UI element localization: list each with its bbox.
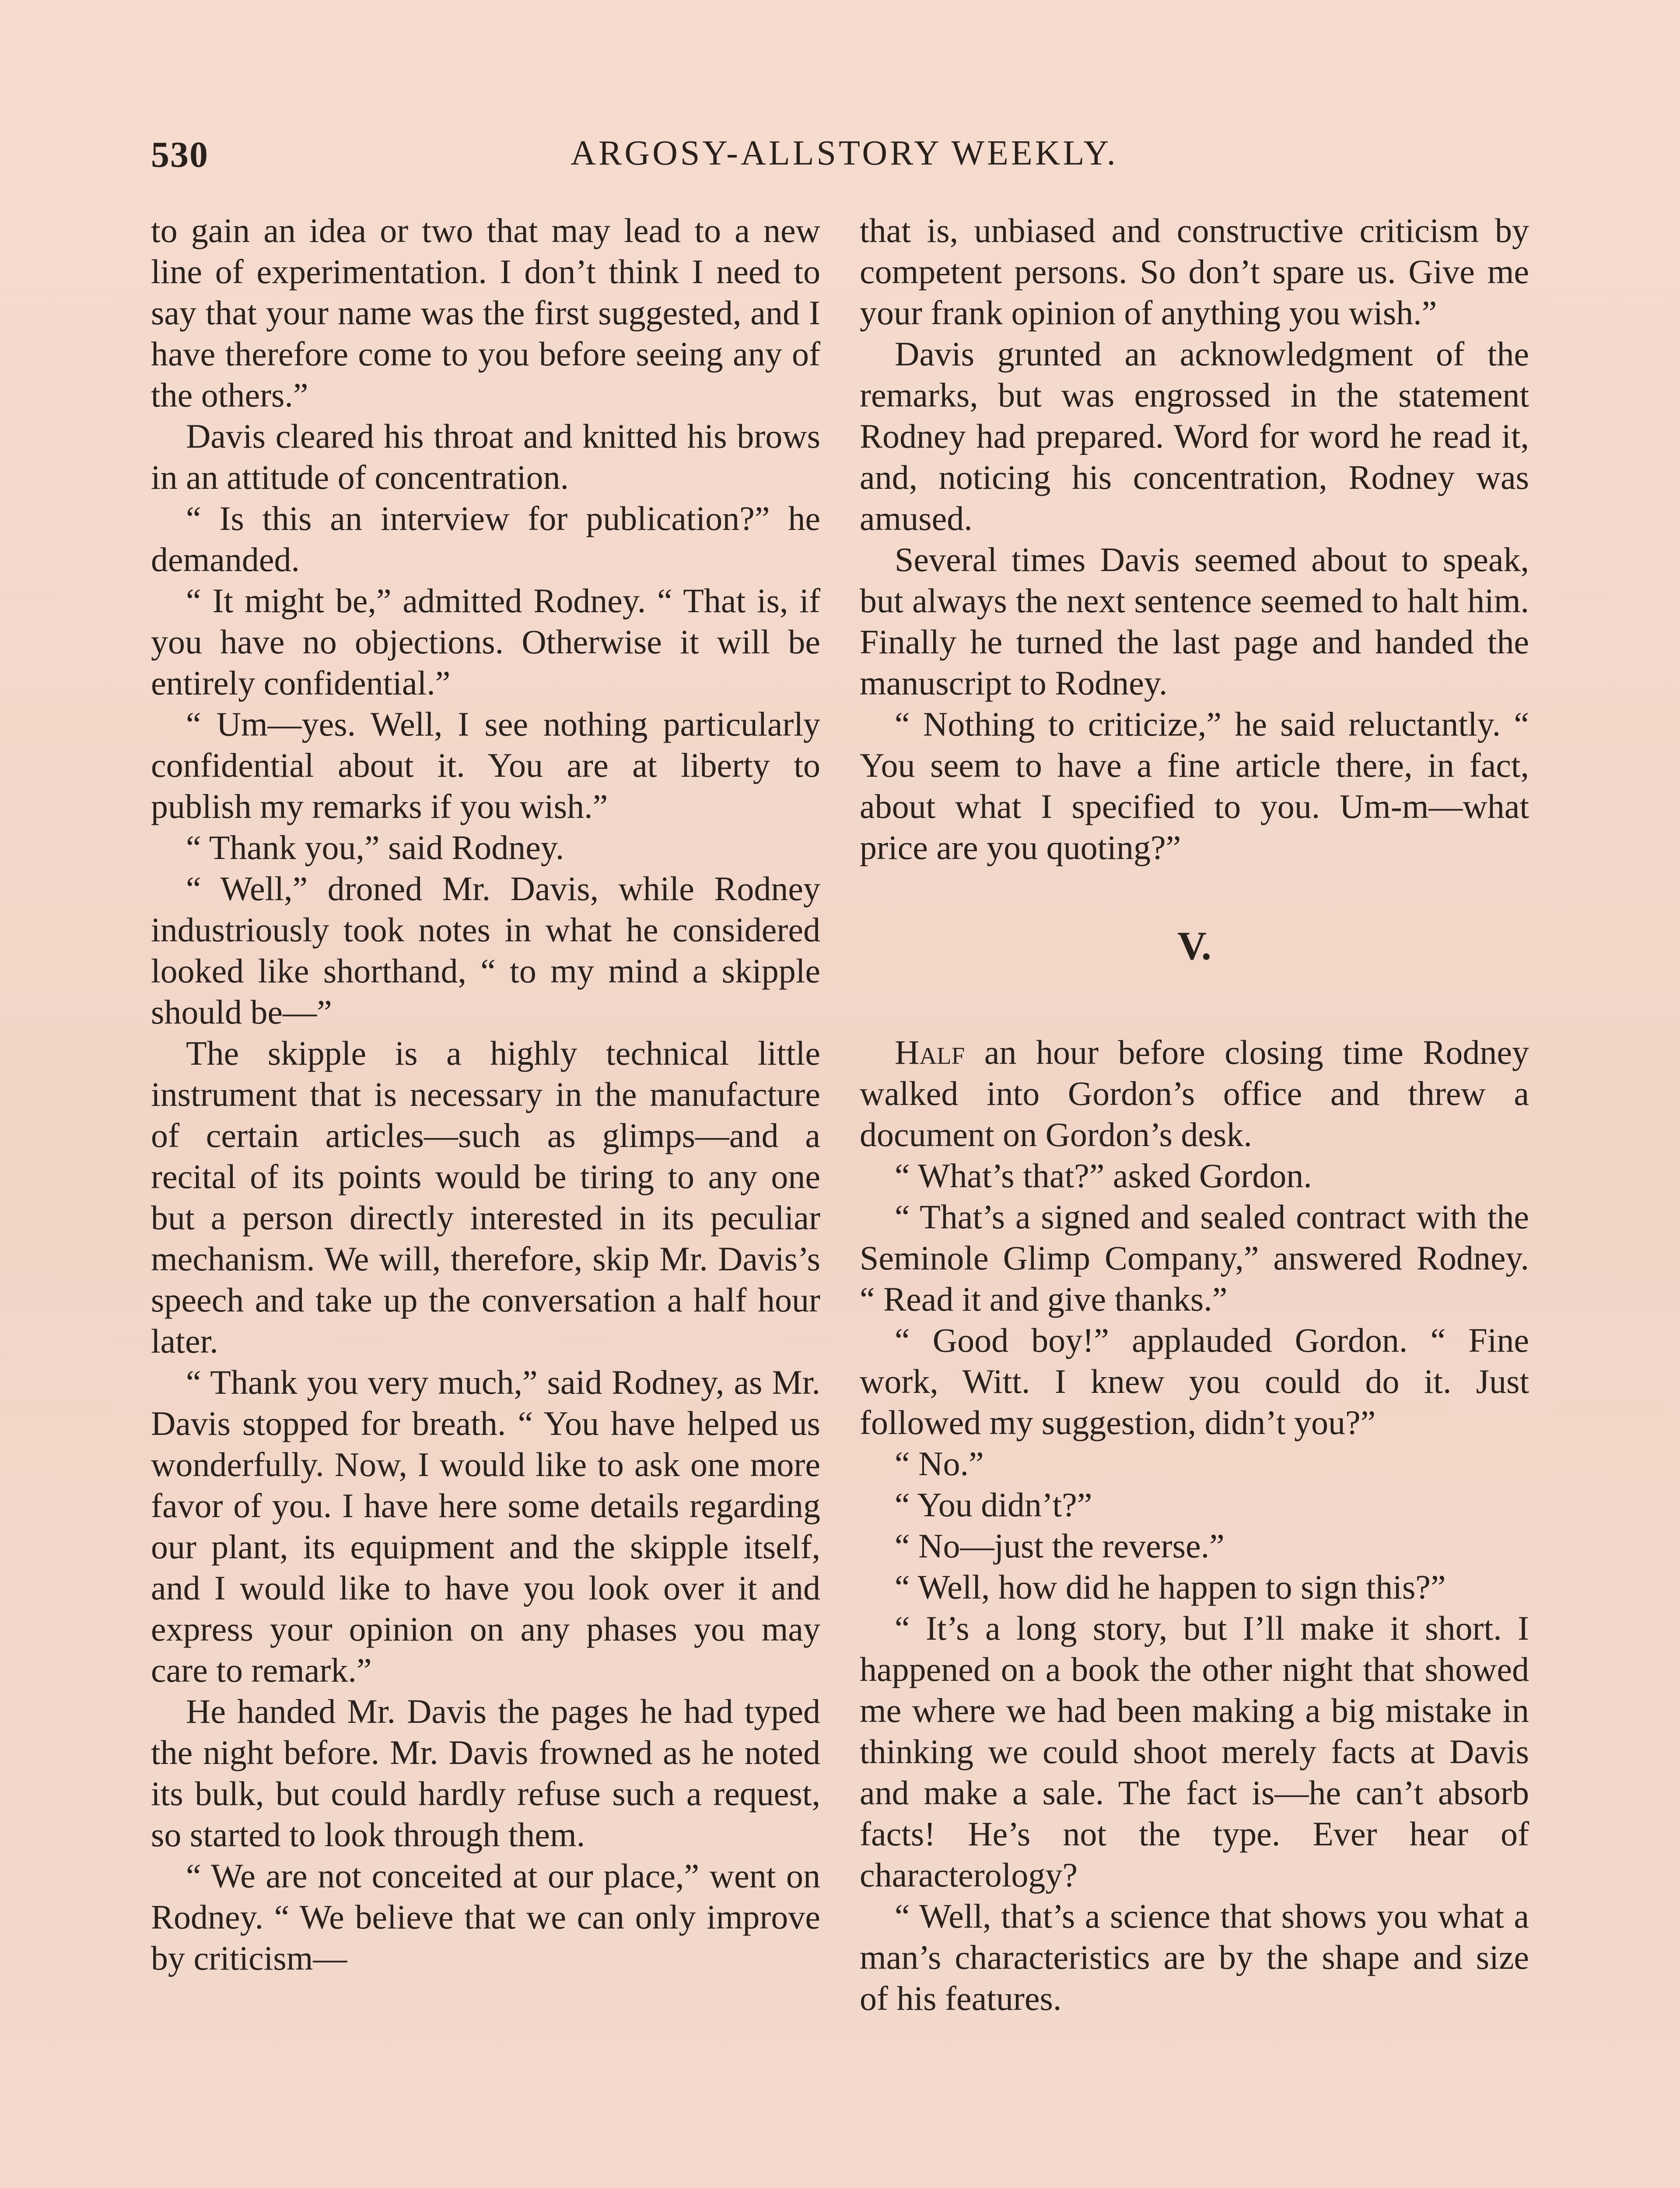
- paragraph: “ Nothing to criticize,” he said reluctantly. “ You seem to have a fine article there, in fact, about what I specified to you. Um-m—what price are you quoting?”: [860, 705, 1529, 866]
- paragraph: “ You didn’t?”: [895, 1486, 1092, 1524]
- right-column: [860, 210, 1529, 2019]
- paragraph: Davis grunted an acknowledgment of the remarks, but was engrossed in the statement Rodney had prepared. Word for word he read it, and, noticing his concentration, Rodney was amused.: [860, 335, 1529, 537]
- section-opening-text: an hour before closing time Rodney walked into Gordon’s office and threw a document on Gordon’s desk.: [860, 1033, 1529, 1154]
- left-column: [151, 210, 820, 1979]
- paragraph: “ Thank you very much,” said Rodney, as Mr. Davis stopped for breath. “ You have helped us wonderfully. Now, I would like to ask one more favor of you. I have here some details regarding our plant, its equipment and the skipple itself, and I would like to have you look over it and express your opinion on any phases you may care to remark.”: [151, 1363, 820, 1689]
- paragraph: Several times Davis seemed about to speak, but always the next sentence seemed to halt him. Finally he turned the last page and handed the manuscript to Rodney.: [860, 540, 1529, 702]
- paragraph: “ It’s a long story, but I’ll make it short. I happened on a book the other night that showed me where we had been making a big mistake in thinking we could shoot merely facts at Davis and make a sale. The fact is—he can’t absorb facts! He’s not the type. Ever hear of characterology?: [860, 1609, 1529, 1894]
- paragraph: “ Well, how did he happen to sign this?”: [895, 1568, 1446, 1606]
- paragraph: “ What’s that?” asked Gordon.: [895, 1157, 1312, 1195]
- paragraph: “ Thank you,” said Rodney.: [186, 828, 564, 866]
- paragraph: “ We are not conceited at our place,” went on Rodney. “ We believe that we can only improve by criticism—: [151, 1857, 820, 1977]
- paragraph: “ Well,” droned Mr. Davis, while Rodney industriously took notes in what he considered looked like shorthand, “ to my mind a skipple should be—”: [151, 870, 820, 1031]
- paragraph: He handed Mr. Davis the pages he had typed the night before. Mr. Davis frowned as he noted its bulk, but could hardly refuse such a request, so started to look through them.: [151, 1692, 820, 1854]
- paragraph: “ Good boy!” applauded Gordon. “ Fine work, Witt. I knew you could do it. Just followed my suggestion, didn’t you?”: [860, 1321, 1529, 1441]
- paragraph: Davis cleared his throat and knitted his brows in an attitude of concentration.: [151, 417, 820, 496]
- paragraph: to gain an idea or two that may lead to a new line of experimentation. I don’t think I need to say that your name was the first suggested, and I have therefore come to you before seeing any of the others.”: [151, 211, 820, 414]
- running-head: ARGOSY-ALLSTORY WEEKLY.: [570, 134, 1118, 172]
- paragraph: “ It might be,” admitted Rodney. “ That is, if you have no objections. Otherwise it will be entirely confidential.”: [151, 582, 820, 702]
- paragraph: “ Um—yes. Well, I see nothing particularly confidential about it. You are at liberty to publish my remarks if you wish.”: [151, 705, 820, 825]
- paragraph: “ That’s a signed and sealed contract with the Seminole Glimp Company,” answered Rodney. “ Read it and give thanks.”: [860, 1198, 1529, 1318]
- paragraph: “ Well, that’s a science that shows you what a man’s characteristics are by the shape and size of his features.: [860, 1897, 1529, 2017]
- paragraph: “ No—just the reverse.”: [895, 1527, 1225, 1565]
- paragraph: The skipple is a highly technical little instrument that is necessary in the manufacture of certain articles—such as glimps—and a recital of its points would be tiring to any one but a person directly interested in its peculiar mechanism. We will, therefore, skip Mr. Davis’s speech and take up the conversation a half hour later.: [151, 1034, 820, 1360]
- page-header: [151, 133, 1538, 186]
- section-heading: V.: [1177, 923, 1211, 968]
- paragraph: “ No.”: [895, 1445, 984, 1483]
- section-lead-word: Half: [895, 1033, 965, 1071]
- paragraph: that is, unbiased and constructive criticism by competent persons. So don’t spare us. Give me your frank opinion of anything you wish.”: [860, 211, 1529, 332]
- paragraph: “ Is this an interview for publication?” he demanded.: [151, 499, 820, 579]
- page-number: 530: [151, 134, 209, 175]
- section-opening-paragraph: [860, 1032, 1529, 1155]
